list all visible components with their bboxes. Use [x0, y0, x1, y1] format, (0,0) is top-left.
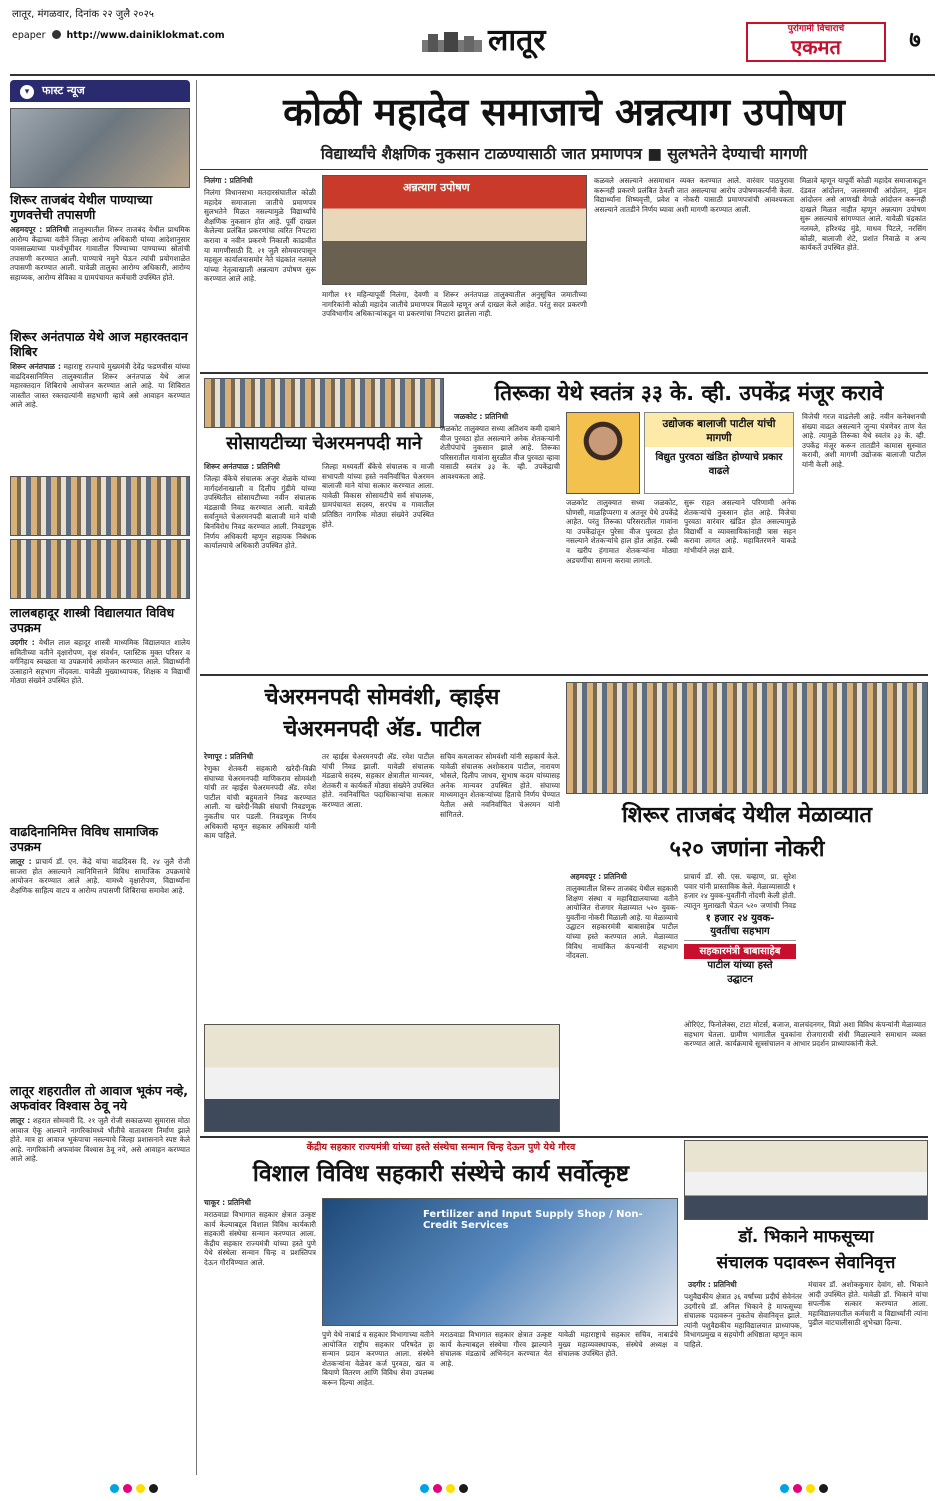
bhikane-col-2: मंचावर डॉ. अशोककुमार देवांग, सौ. भिकाने आदी उपस्थित होते. यावेळी डॉ. भिकाने यांचा सपत्नीक सत्कार करण्यात आला. महाविद्यालयातील कर्मचारी व विद्यार्थ्यांनी त्यांना पुढील वाटचालीसाठी शुभेच्छा दिल्या. — [808, 1280, 928, 1328]
box-line-4: पाटील यांच्या हस्ते — [707, 960, 773, 971]
sidebar-body-3: उदगीर : येथील लाल बहादूर शास्त्री माध्यमिक विद्यालयात शालेय समितीच्या वतीने वृक्षारोपण, वृक्ष संवर्धन, प्लास्टिक मुक्त परिसर व वर्गनिहाय स्वच्छता या उपक्रमांचे आयोजन करण्यात आले. विद्यार्थ्यांनी उत्साहाने सहभाग नोंदवला. यावेळी मुख्याध्यापक, शिक्षक व विद्यार्थी मोठ्या संख्येने उपस्थित होते. — [10, 638, 190, 686]
chevron-down-icon: ▾ — [20, 85, 34, 99]
globe-icon — [52, 30, 61, 39]
renapur-col-1: रेणुका शेतकरी सहकारी खरेदी-विक्री संघाच्या चेअरमनपदी माणिकराव सोमवंशी यांची तर व्हाईस चेअरमनपदी अ‍ॅड. रमेश पाटील यांची बहुमताने निवड करण्यात आली. या खरेदी-विक्री संघाची निवडणूक नुकतीच पार पडली. निवडणूक निर्णय अधिकारी म्हणून सहकार अधिकारी यांनी काम पाहिले. — [204, 764, 316, 841]
renapur-headline-1: चेअरमनपदी सोमवंशी, व्हाईस — [264, 685, 500, 710]
renapur-felicitation-photo — [204, 1024, 560, 1132]
lead-byline: निलंगा : प्रतिनिधी — [204, 176, 253, 185]
date-line: लातूर, मंगळवार, दिनांक २२ जुलै २०२५ — [12, 9, 154, 20]
lead-subhead: विद्यार्थ्यांचे शैक्षणिक नुकसान टाळण्यासाठी जात प्रमाणपत्र ■ सुलभतेने देण्याची मागणी — [320, 145, 808, 163]
website-link[interactable]: http://www.dainiklokmat.com — [66, 30, 225, 41]
bhikane-felicitation-photo — [684, 1140, 928, 1220]
lead-headline: कोळी महादेव समाजाचे अन्नत्याग उपोषण — [283, 90, 845, 134]
award-col-3: मराठवाडा विभागात सहकार क्षेत्रात उत्कृष्ट कार्य केल्याबद्दल संस्थेचा गौरव झाल्याने संचालक मंडळाचे अभिनंदन करण्यात येत आहे. — [440, 1330, 552, 1368]
society-col-2: जिल्हा मध्यवर्ती बँकेचे संचालक व माजी सभापती यांच्या हस्ते नवनिर्वाचित चेअरमन बालाजी माने यांचा सत्कार करण्यात आला. यावेळी विकास सोसायटीचे सर्व संचालक, ग्रामपंचायत सदस्य, सरपंच व गावातील प्रतिष्ठित नागरिक मोठ्या संख्येने उपस्थित होते. — [322, 462, 434, 529]
masthead-emblem — [422, 30, 482, 56]
footer-color-marks-left — [110, 1484, 158, 1493]
job-fair-byline: अहमदपूर : प्रतिनिधी — [570, 872, 627, 881]
substation-col-1: जळकोट तालुक्यात सध्या अतिशय कमी दाबाने वीज पुरवठा होत असल्याने अनेक शेतकऱ्यांनी शेतीपंपांचे नुकसान झाले आहे. तिरूका परिसरातील गावांना सुरळीत वीज पुरवठा व्हावा यासाठी स्वतंत्र ३३ के. व्ही. उपकेंद्राची आवश्यकता आहे. — [440, 424, 560, 481]
box-line-5: उद्घाटन — [727, 974, 753, 985]
footer-color-marks-mid — [420, 1484, 468, 1493]
quote-tag: विद्युत पुरवठा खंडित होण्याचे प्रकार वाढले — [655, 452, 783, 477]
lead-col-2: मागील ११ महिन्यापूर्वी निलंगा, देवणी व शिरूर अनंतपाळ तालुक्यातील अनुसूचित जमातीच्या नागरिकांनी कोळी महादेव जातीचे प्रमाणपत्र मिळावे म्हणून अर्ज दाखल केले आहेत. परंतु सदर प्रकरणी उपविभागीय अधिकाऱ्यांकडून या प्रकरणांचा निपटारा झालेला नाही. — [322, 290, 587, 319]
substation-quote-box — [644, 412, 794, 494]
magenta-dot — [433, 1484, 442, 1493]
lead-bottom-rule — [200, 372, 928, 374]
award-photo-banner: Fertilizer and Input Supply Shop / Non-Credit Services — [423, 1209, 643, 1231]
cyan-dot — [110, 1484, 119, 1493]
society-col-1: जिल्हा बँकेचे संचालक अजुर शेळके यांच्या मार्गदर्शनाखाली व दिलीप गुंडीमे यांच्या उपस्थितीत सोसायटीच्या नवीन संचालक मंडळाची निवड करण्यात आली. यावेळी सर्वानुमते चेअरमनपदी बालाजी माने यांची बिनविरोध निवड करण्यात आली. निवडणूक निर्णय अधिकारी म्हणून सहायक निबंधक कार्यालयाचे अधिकारी उपस्थित होते. — [204, 474, 316, 551]
job-fair-box — [684, 912, 796, 1016]
magenta-dot — [793, 1484, 802, 1493]
box-line-1: १ हजार २४ युवक- — [705, 913, 775, 924]
sidebar-divider — [196, 80, 197, 1475]
lead-rule — [200, 169, 928, 170]
balaji-patil-portrait — [566, 412, 640, 494]
job-fair-photo — [566, 682, 928, 794]
box-line-3: सहकारमंत्री बाबासाहेब — [684, 944, 796, 959]
brand-name: एकमत — [791, 35, 841, 59]
award-col-4: यावेळी महाराष्ट्राचे सहकार सचिव, नाबार्डचे मुख्य महाव्यवस्थापक, संस्थेचे अध्यक्ष व संचालक उपस्थित होते. — [558, 1330, 678, 1359]
quote-name: उद्योजक बालाजी पाटील यांची मागणी — [645, 413, 793, 447]
job-fair-col-1: तालुक्यातील शिरूर ताजबंद येथील सहकारी शिक्षण संस्था व महाविद्यालयाच्या वतीने आयोजित रोजगार मेळाव्यात ५२० युवक-युवतींना नोकरी मिळाली आहे. या मेळाव्याचे उद्घाटन सहकारमंत्री बाबासाहेब पाटील यांच्या हस्ते करण्यात आले. मेळाव्यात विविध नामांकित कंपन्यांनी सहभाग नोंदवला. — [566, 884, 678, 961]
bhikane-col-1: पशुवैद्यकीय क्षेत्रात ३६ वर्षांच्या प्रदीर्घ सेवेनंतर उदगीरचे डॉ. अनिल भिकाने हे माफसूच्या संचालक पदावरून नुकतेच सेवानिवृत्त झाले. त्यांनी पशुवैद्यकीय महाविद्यालयात प्राध्यापक, विभागप्रमुख व सहयोगी अधिष्ठाता म्हणून काम पाहिले. — [684, 1292, 802, 1349]
cyan-dot — [780, 1484, 789, 1493]
award-byline: चाकूर : प्रतिनिधी — [204, 1198, 251, 1207]
renapur-col-2: तर व्हाईस चेअरमनपदी अ‍ॅड. रमेश पाटील यांची निवड झाली. यावेळी संचालक मंडळाचे सदस्य, सहकार क्षेत्रातील मान्यवर, शेतकरी व कार्यकर्ते मोठ्या संख्येने उपस्थित होते. नवनिर्वाचित पदाधिकाऱ्यांचा सत्कार करण्यात आला. — [322, 752, 434, 809]
black-dot — [459, 1484, 468, 1493]
renapur-byline: रेणापूर : प्रतिनिधी — [204, 752, 254, 761]
mid-rule-2 — [200, 1136, 928, 1138]
footer-color-marks-right — [780, 1484, 828, 1493]
school-event-photo-2 — [10, 539, 190, 599]
hunger-strike-photo — [322, 175, 587, 285]
sidebar-headline-5: लातूर शहरातील तो आवाज भूकंप नव्हे, अफवांवर विश्वास ठेवू नये — [10, 1083, 189, 1113]
epaper-label: epaper — [12, 30, 46, 41]
brand-logo — [746, 22, 886, 62]
cyan-dot — [420, 1484, 429, 1493]
water-test-photo — [10, 108, 190, 188]
award-col-1: मराठवाडा विभागात सहकार क्षेत्रात उत्कृष्ट कार्य केल्याबद्दल विशाल विविध कार्यकारी सहकारी संस्थेचा सन्मान करण्यात आला. केंद्रीय सहकार राज्यमंत्री यांच्या हस्ते पुणे येथे संस्थेला सन्मान चिन्ह व प्रशस्तिपत्र देऊन गौरविण्यात आले. — [204, 1210, 316, 1267]
renapur-headline-2: चेअरमनपदी अ‍ॅड. पाटील — [283, 717, 481, 742]
yellow-dot — [806, 1484, 815, 1493]
page-number: ७ — [909, 28, 921, 53]
header-rule — [10, 74, 935, 76]
renapur-col-3: सचिव कमलाकर सोमवंशी यांनी सहकार्य केले. यावेळी संचालक अशोकराव पाटील, नारायण भोसले, दिलीप जाधव, सुभाष कदम यांच्यासह अनेक मान्यवर उपस्थित होते. संघाच्या माध्यमातून शेतकऱ्यांच्या हिताचे निर्णय घेण्यात येतील असे नवनिर्वाचित चेअरमन यांनी सांगितले. — [440, 752, 560, 819]
lead-col-4: मिळावे म्हणून यापूर्वी कोळी महादेव समाजाकडून दंडवत आंदोलन, जलसमाधी आंदोलन, मुंडन आंदोलन असे आणखी वेगळे आंदोलन करूनही दाखले मिळत नाहीत म्हणून अन्नत्याग उपोषण सुरू असल्याचे सांगण्यात आले. यावेळी चंद्रकांत नलमले, हरिश्चंद्र मुंडे, माधव पिटले, नरसिंग कोळी, बालाजी शेटे, प्रशांत निवाळे व अन्य कार्यकर्ते उपस्थित होते. — [800, 176, 926, 253]
sidebar-body-4: लातूर : प्राचार्य डॉ. एन. केंद्रे यांचा वाढदिवस दि. २४ जुलै रोजी साजरा होत असल्याने त्यानिमित्ताने विविध सामाजिक उपक्रमांचे आयोजन करण्यात आले आहे. यामध्ये वृक्षारोपण, विद्यार्थ्यांना शैक्षणिक साहित्य वाटप व आरोग्य तपासणी शिबिराचा समावेश आहे. — [10, 857, 190, 895]
sidebar — [10, 80, 190, 1475]
job-fair-headline-1: शिरूर ताजबंद येथील मेळाव्यात — [621, 803, 873, 828]
award-ceremony-photo — [322, 1198, 678, 1326]
black-dot — [819, 1484, 828, 1493]
substation-col-3: सुरू राहत असल्याने परिणामी अनेक शेतकऱ्यांचे नुकसान होत आहे. विजेचा पुरवठा वारंवार खंडित होत असल्यामुळे विद्यार्थी व व्यावसायिकांनाही त्रास सहन करावा लागत आहे. महावितरणने याकडे गांभीर्याने लक्ष द्यावे. — [684, 498, 796, 555]
yellow-dot — [446, 1484, 455, 1493]
award-headline: विशाल विविध सहकारी संस्थेचे कार्य सर्वोत्कृष्ट — [252, 1161, 630, 1187]
sidebar-headline-4: वाढदिनानिमित्त विविध सामाजिक उपक्रम — [10, 824, 159, 854]
society-photo — [204, 378, 444, 428]
society-headline: सोसायटीच्या चेअरमनपदी माने — [226, 433, 422, 454]
box-line-2: युवतींचा सहभाग — [684, 925, 796, 941]
yellow-dot — [136, 1484, 145, 1493]
lead-col-3: कळवले असल्याने असमाधान व्यक्त करण्यात आले. वारंवार पाठपुरावा करूनही प्रकरणे प्रलंबित ठेवली जात असल्याचा आरोप उपोषणकर्त्यांनी केला. विद्यार्थ्यांना शिष्यवृत्ती, प्रवेश व नोकरी यासाठी प्रमाणपत्रांची आवश्यकता असल्याने तातडीने निर्णय घ्यावा अशी मागणी करण्यात आली. — [594, 176, 794, 214]
sidebar-body-2: शिरूर अनंतपाळ : महाराष्ट्र राज्याचे मुख्यमंत्री देवेंद्र फडणवीस यांच्या वाढदिवसानिमित्त तालुक्यातील शिरूर अनंतपाळ येथे आज महारक्तदान शिबिराचे आयोजन करण्यात आले आहे. या शिबिरात जास्तीत जास्त रक्तदात्यांनी सहभागी व्हावे असे आवाहन करण्यात आले आहे. — [10, 362, 190, 410]
substation-headline: तिरूका येथे स्वतंत्र ३३ के. व्ही. उपकेंद्र मंजूर करावे — [494, 381, 884, 405]
photo-banner-text: अन्नत्याग उपोषण — [403, 181, 470, 194]
epaper-line — [12, 30, 272, 41]
school-event-photo-1 — [10, 476, 190, 536]
substation-byline: जळकोट : प्रतिनिधी — [454, 412, 509, 421]
sidebar-headline-3: लालबहादूर शास्त्री विद्यालयात विविध उपक्रम — [10, 605, 175, 635]
bhikane-byline: उदगीर : प्रतिनिधी — [688, 1280, 737, 1289]
job-fair-col-3: ओरिएंट, फिनोलेक्स, टाटा मोटर्स, बजाज, वालचंदनगर, विप्रो अशा विविध कंपन्यांनी मेळाव्यात सहभाग घेतला. ग्रामीण भागातील युवकांना रोजगाराची संधी मिळाल्याने समाधान व्यक्त करण्यात आले. कार्यक्रमाचे सूत्रसंचालन व आभार प्रदर्शन प्राध्यापकांनी केले. — [684, 1020, 926, 1049]
society-byline: शिरूर अनंतपाळ : प्रतिनिधी — [204, 462, 280, 471]
substation-col-2: जळकोट तालुक्यात सध्या जळकोट, घोणसी, माळहिप्परगा व अतनूर येथे उपकेंद्रे आहेत. परंतु तिरूका परिसरातील गावांना या उपकेंद्रांतून पुरेसा वीज पुरवठा होत नसल्याने शेतकऱ्यांचे हाल होत आहेत. रब्बी व खरीप हंगामात शेतकऱ्यांना मोठ्या अडचणींचा सामना करावा लागतो. — [566, 498, 678, 565]
bhikane-headline-2: संचालक पदावरून सेवानिवृत्त — [716, 1253, 896, 1273]
black-dot — [149, 1484, 158, 1493]
substation-col-4: विजेची गरज वाढलेली आहे. नवीन कनेक्शनची संख्या वाढत असल्याने जुन्या यंत्रणेवर ताण येत आहे. त्यामुळे तिरूका येथे स्वतंत्र ३३ के. व्ही. उपकेंद्र मंजूर करून तातडीने कामास सुरुवात करावी, अशी मागणी उद्योजक बालाजी पाटील यांनी केली आहे. — [802, 412, 926, 469]
job-fair-col-2: प्राचार्य डॉ. सी. एस. चव्हाण, प्रा. सुरेश पवार यांनी प्रास्ताविक केले. मेळाव्यासाठी १ हजार २४ युवक-युवतींनी नोंदणी केली होती. त्यातून मुलाखती घेऊन ५२० जणांची निवड — [684, 872, 796, 910]
lead-col-1: निलंगा विधानसभा मतदारसंघातील कोळी महादेव समाजाला जातीचे प्रमाणपत्र सुलभतेने मिळत नसल्यामुळे विद्यार्थ्यांचे शैक्षणिक नुकसान होत आहे. पूर्वी दाखल केलेल्या प्रलंबित प्रकरणांचा त्वरित निपटारा करावा व नवीन प्रकरणे निकाली काढावीत या मागणीसाठी दि. २१ जुलै सोमवारपासून महसूल कार्यालयासमोर नेते चंद्रकांत नलमले यांच्या नेतृत्वाखाली अन्नत्याग उपोषण सुरू करण्यात आले आहे. — [204, 188, 316, 284]
award-col-2: पुणे येथे नाबार्ड व सहकार विभागाच्या वतीने आयोजित राष्ट्रीय सहकार परिषदेत हा सन्मान प्रदान करण्यात आला. संस्थेने शेतकऱ्यांना वेळेवर कर्ज पुरवठा, खत व बियाणे वितरण आणि विविध सेवा उपलब्ध करून दिल्या आहेत. — [322, 1330, 434, 1387]
brand-tagline: पुरोगामी विचाराचे — [787, 24, 845, 34]
sidebar-body-5: लातूर : शहरात सोमवारी दि. २१ जुलै रोजी सकाळच्या सुमारास मोठा आवाज ऐकू आल्याने नागरिकांमध्ये भीतीचे वातावरण निर्माण झाले होते. मात्र हा आवाज भूकंपाचा नसल्याचे जिल्हा प्रशासनाने स्पष्ट केले आहे. नागरिकांनी अफवांवर विश्वास ठेवू नये, असे आवाहन करण्यात आले आहे. — [10, 1116, 190, 1164]
sidebar-body-1: अहमदपूर : प्रतिनिधी तालुक्यातील शिरूर ताजबंद येथील प्राथमिक आरोग्य केंद्राच्या वतीने जिल्हा आरोग्य अधिकारी यांच्या आदेशानुसार पावसाळ्याच्या पार्श्वभूमीवर गावातील पिण्याच्या पाण्याच्या स्रोतांची तपासणी करण्यात आली. पाण्याचे नमुने घेऊन त्यांची प्रयोगशाळेत तपासणी करण्यात आली. यावेळी तालुका आरोग्य अधिकारी, आरोग्य सहाय्यक, आरोग्य सेविका व ग्रामपंचायत कर्मचारी उपस्थित होते. — [10, 225, 190, 282]
bhikane-headline-1: डॉ. भिकाने माफसूच्या — [738, 1227, 874, 1247]
section-title: लातूर — [488, 23, 546, 58]
magenta-dot — [123, 1484, 132, 1493]
mid-rule-1 — [200, 674, 928, 676]
award-kicker: केंद्रीय सहकार राज्यमंत्री यांच्या हस्ते संस्थेचा सन्मान चिन्ह देऊन पुणे येथे गौरव — [306, 1142, 576, 1153]
job-fair-headline-2: ५२० जणांना नोकरी — [669, 837, 825, 862]
fast-news-tab: ▾ फास्ट न्यूज — [10, 80, 190, 102]
sidebar-headline-1: शिरूर ताजबंद येथील पाण्याच्या गुणवत्तेची तपासणी — [10, 192, 153, 222]
sidebar-headline-2: शिरूर अनंतपाळ येथे आज महारक्तदान शिबिर — [10, 329, 188, 359]
